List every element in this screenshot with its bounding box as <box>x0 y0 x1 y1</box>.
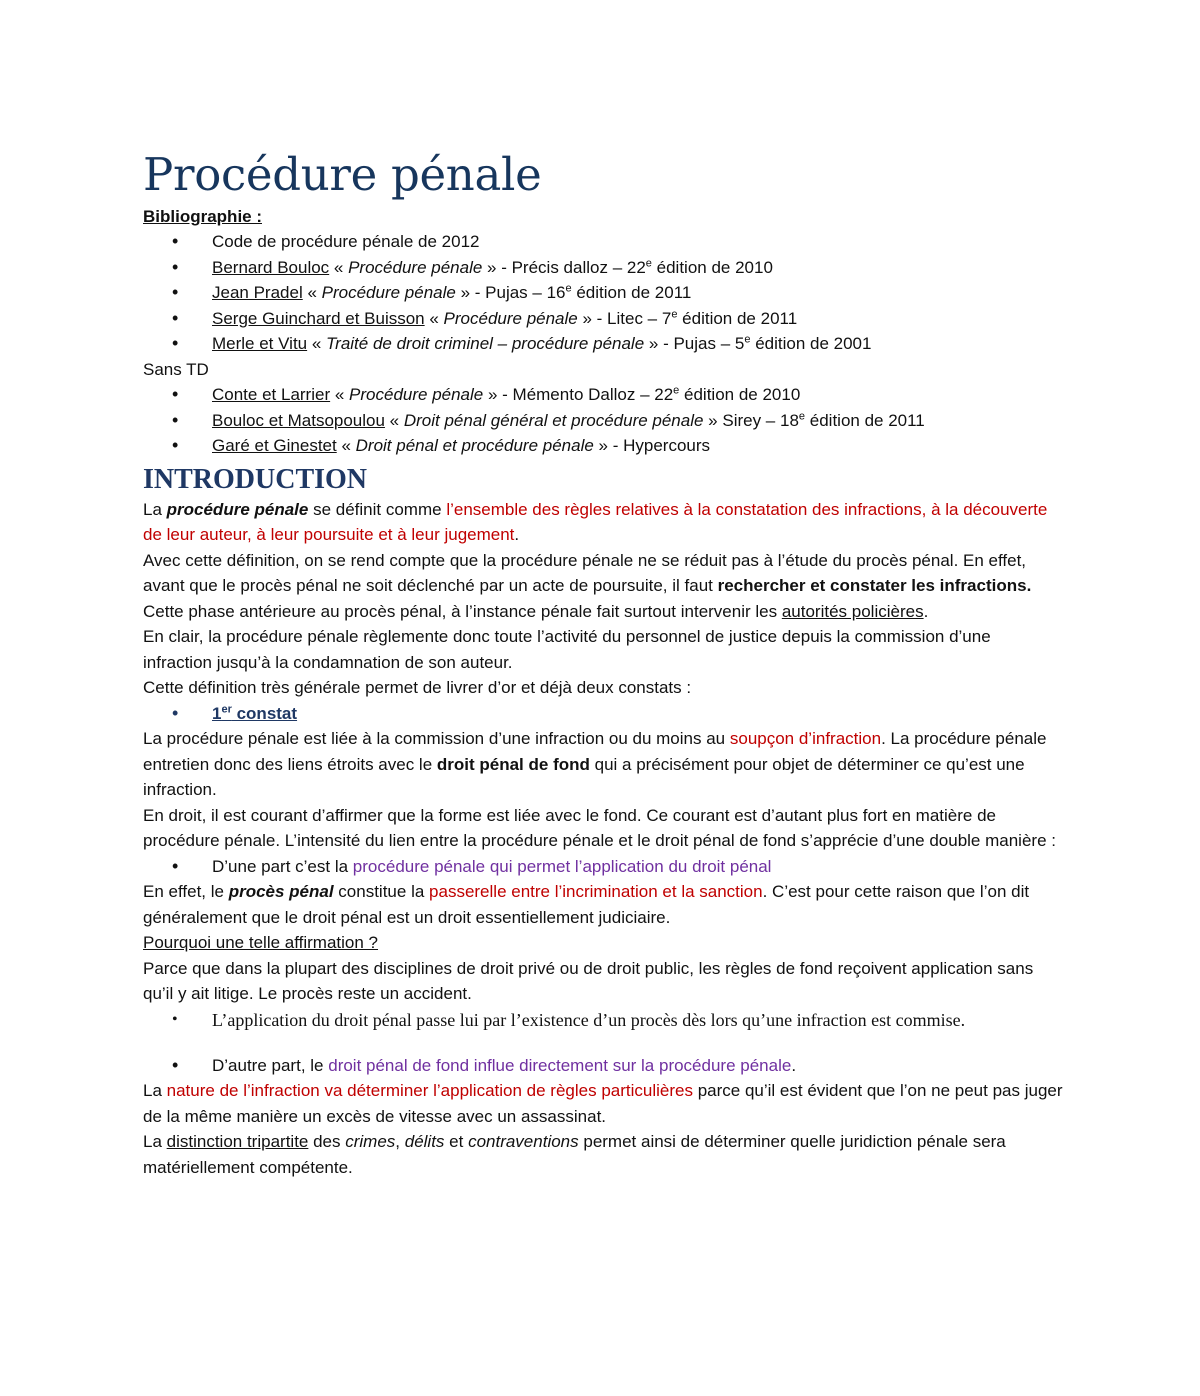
paragraph: En droit, il est courant d’affirmer que la forme est liée avec le fond. Ce courant est d’autant plus fort en matière de procédure pénale. L’intensité du lien entre la procédure pénale et le droit pénal de fond s’apprécie d’une double manière : <box>143 805 1056 850</box>
paragraph: Cette phase antérieure au procès pénal, à l’instance pénale fait surtout intervenir les autorités policières. <box>143 601 929 621</box>
list-item: • D’une part c’est la procédure pénale qui permet l’application du droit pénal <box>143 854 1063 880</box>
list-item: • D’autre part, le droit pénal de fond influe directement sur la procédure pénale. <box>143 1053 1063 1079</box>
paragraph: Avec cette définition, on se rend compte que la procédure pénale ne se réduit pas à l’étude du procès pénal. En effet, avant que le procès pénal ne soit déclenché par un acte de poursuite, il faut rechercher et constater les infractions. <box>143 550 1032 595</box>
paragraph-definition: La procédure pénale se définit comme l’ensemble des règles relatives à la constatation des infractions, à la découverte de leur auteur, à leur poursuite et à leur jugement. <box>143 499 1048 544</box>
introduction-heading: INTRODUCTION <box>143 463 368 495</box>
bibliography-list <box>143 229 1063 357</box>
paragraph: En effet, le procès pénal constitue la passerelle entre l’incrimination et la sanction. C’est pour cette raison que l’on dit généralement que le droit pénal est un droit essentiellement judiciaire. <box>143 882 1030 927</box>
paragraph: La nature de l’infraction va déterminer l’application de règles particulières parce qu’il est évident que l’on ne peut pas juger de la même manière un excès de vitesse avec un assassinat. <box>143 1081 1063 1126</box>
bibliography-item: • Merle et Vitu « Traité de droit criminel – procédure pénale » - Pujas – 5e édition de 2001 <box>143 331 1063 357</box>
document-body <box>143 146 1063 1180</box>
paragraph: En clair, la procédure pénale règlemente donc toute l’activité du personnel de justice depuis la commission d’une infraction jusqu’à la condamnation de son auteur. <box>143 627 991 672</box>
constat-list <box>143 701 1063 727</box>
bibliography-heading: Bibliographie : <box>143 207 262 226</box>
paragraph: La distinction tripartite des crimes, délits et contraventions permet ainsi de déterminer quelle juridiction pénale sera matériellement compétente. <box>143 1132 1006 1177</box>
paragraph: Parce que dans la plupart des disciplines de droit privé ou de droit public, les règles de fond reçoivent application sans qu’il y ait litige. Le procès reste un accident. <box>143 958 1034 1003</box>
list-item: • L’application du droit pénal passe lui par l’existence d’un procès dès lors qu’une infraction est commise. <box>143 1007 1063 1033</box>
question-heading: Pourquoi une telle affirmation ? <box>143 933 379 952</box>
bullet-list <box>143 1053 1063 1079</box>
bullet-list <box>143 854 1063 880</box>
bibliography-item: • Bernard Bouloc « Procédure pénale » - Précis dalloz – 22e édition de 2010 <box>143 255 1063 281</box>
bibliography-item: • Jean Pradel « Procédure pénale » - Pujas – 16e édition de 2011 <box>143 280 1063 306</box>
bibliography-item: • Conte et Larrier « Procédure pénale » - Mémento Dalloz – 22e édition de 2010 <box>143 382 1063 408</box>
bullet-list <box>143 1007 1063 1033</box>
sans-td-label: Sans TD <box>143 359 209 379</box>
paragraph: La procédure pénale est liée à la commission d’une infraction ou du moins au soupçon d’infraction. La procédure pénale entretien donc des liens étroits avec le droit pénal de fond qui a précisément pour objet de déterminer ce qu’est une infraction. <box>143 729 1047 799</box>
spacer <box>143 1033 1063 1053</box>
bibliography-item: • Garé et Ginestet « Droit pénal et procédure pénale » - Hypercours <box>143 433 1063 459</box>
bibliography-item: • Serge Guinchard et Buisson « Procédure pénale » - Litec – 7e édition de 2011 <box>143 306 1063 332</box>
bibliography-item: • Bouloc et Matsopoulou « Droit pénal général et procédure pénale » Sirey – 18e édition de 2011 <box>143 408 1063 434</box>
paragraph: Cette définition très générale permet de livrer d’or et déjà deux constats : <box>143 678 692 697</box>
constat-heading: • 1er constat <box>143 701 1063 727</box>
document-title: Procédure pénale <box>143 148 542 201</box>
bibliography-sans-td-list <box>143 382 1063 459</box>
bibliography-item: • Code de procédure pénale de 2012 <box>143 229 1063 255</box>
